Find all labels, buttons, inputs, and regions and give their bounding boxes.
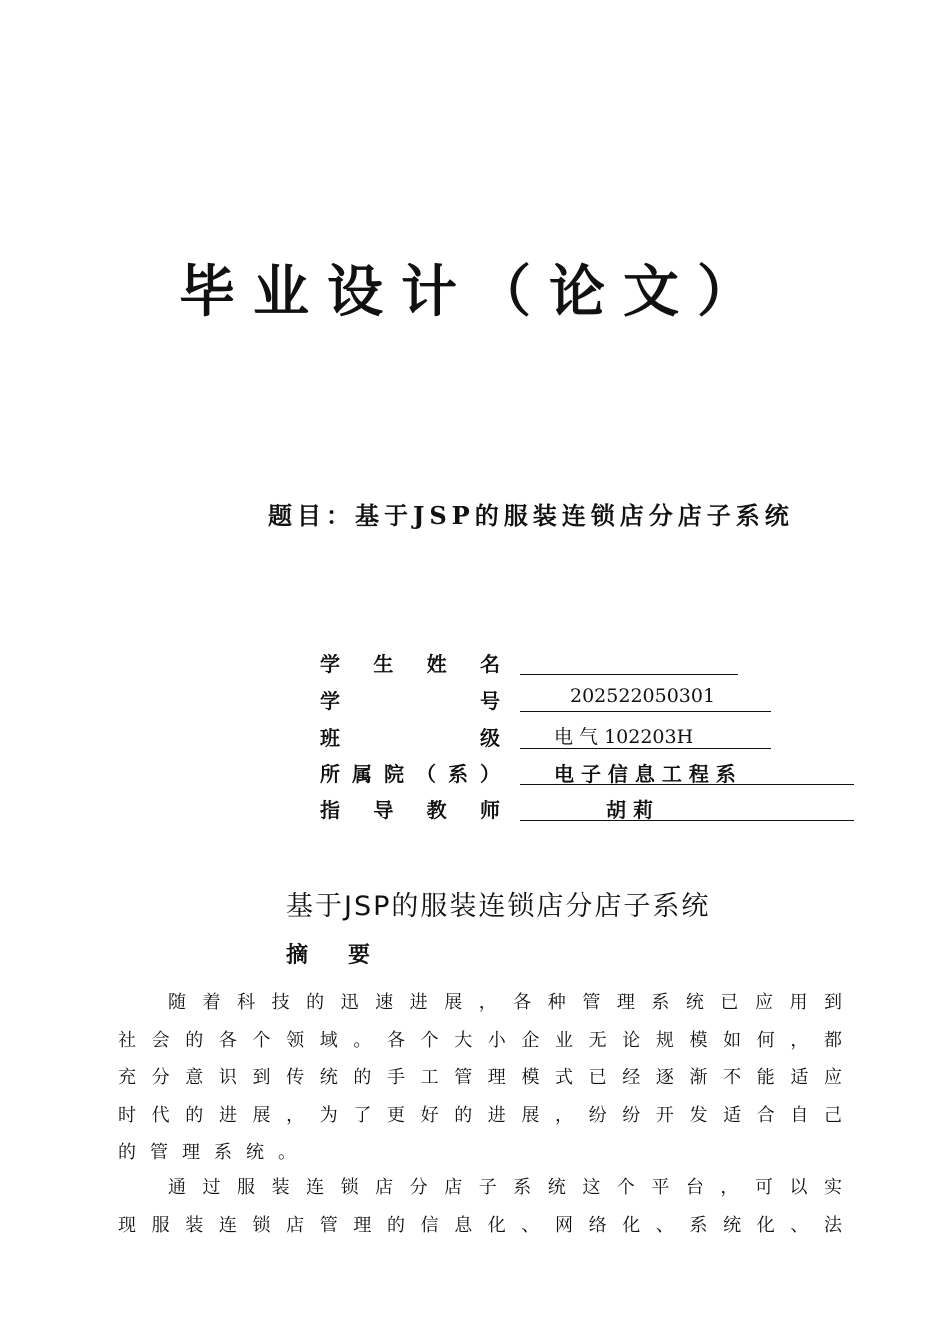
- student-id-value: 202522050301: [570, 685, 716, 707]
- advisor-field: [520, 794, 854, 821]
- paragraph-line: 的管理系统。: [118, 1142, 310, 1163]
- student-id-label: 学 号: [320, 689, 500, 713]
- class-label: 班 级: [320, 726, 500, 750]
- thesis-cover-title: 毕业设计（论文）: [179, 260, 771, 325]
- paragraph-line: 现服装连锁店管理的信息化、网络化、系统化、法: [118, 1214, 842, 1236]
- paragraph-line: 充分意识到传统的手工管理模式已经逐渐不能适应: [118, 1067, 842, 1088]
- advisor-label: 指 导 教 师: [320, 798, 500, 822]
- student-name-label: 学 生 姓 名: [320, 652, 500, 676]
- class-value: 电 气 102203H: [554, 726, 694, 748]
- advisor-value: 胡 莉: [606, 798, 653, 822]
- paragraph-line: 通过服装连锁店分店子系统这个平台，可以实: [168, 1177, 842, 1198]
- thesis-topic: 题目：基于JSP的服装连锁店分店子系统: [268, 501, 794, 530]
- student-name-field: [520, 648, 738, 675]
- paragraph-line: 时代的进展，为了更好的进展，纷纷开发适合自己: [118, 1104, 842, 1126]
- paragraph-line: 随着科技的迅速进展，各种管理系统已应用到: [168, 992, 842, 1013]
- abstract-heading: 摘 要: [286, 943, 371, 968]
- abstract-title: 基于JSP的服装连锁店分店子系统: [286, 891, 711, 922]
- abstract-paragraph-1: [118, 984, 842, 1172]
- paragraph-line: 社会的各个领域。各个大小企业无论规模如何，都: [118, 1029, 842, 1051]
- department-value: 电 子 信 息 工 程 系: [554, 762, 736, 786]
- department-label: 所 属 院 （ 系 ）: [320, 762, 500, 786]
- abstract-paragraph-2: [118, 1169, 842, 1244]
